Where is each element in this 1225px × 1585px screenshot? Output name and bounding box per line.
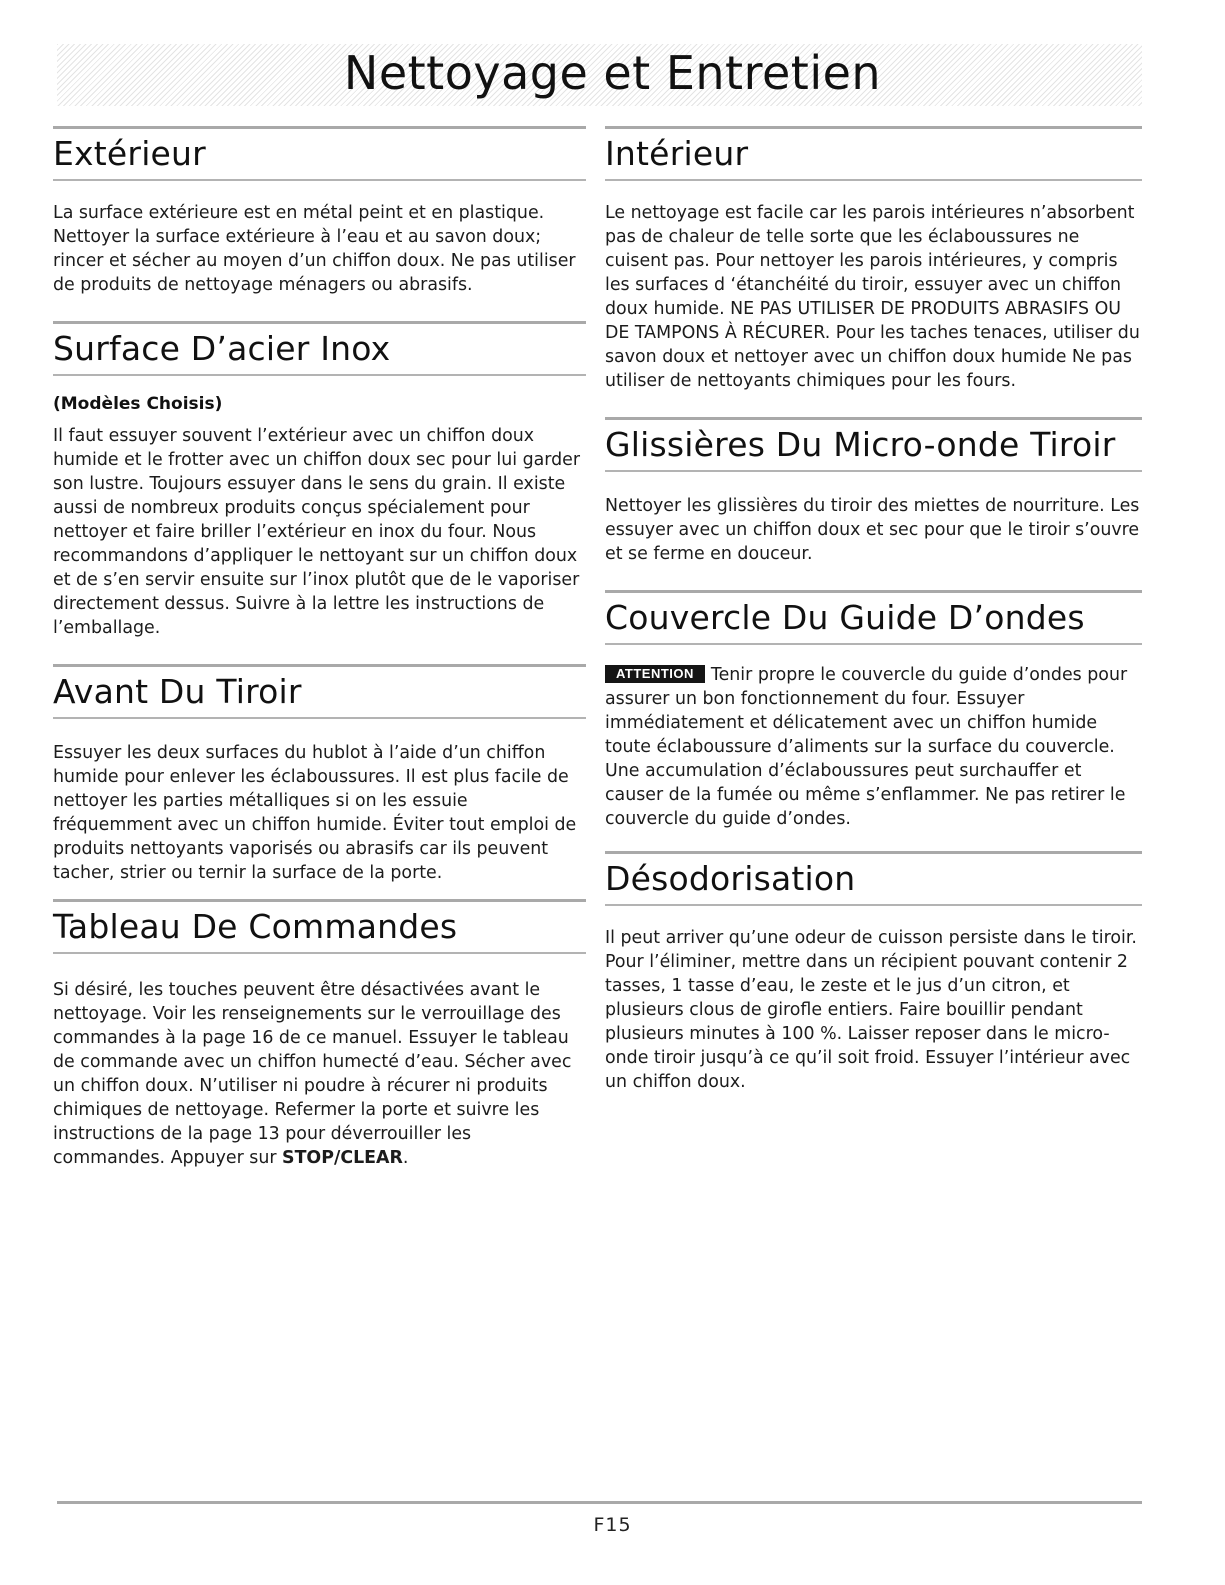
section-body <box>605 663 1142 831</box>
section-header <box>605 590 1142 645</box>
body-text-end: . <box>402 1148 409 1168</box>
page-title: Nettoyage et Entretien <box>343 46 882 100</box>
section-surface-inox <box>53 321 586 640</box>
section-header <box>605 126 1142 181</box>
section-heading: Extérieur <box>53 134 206 173</box>
section-body: Il peut arriver qu’une odeur de cuisson persiste dans le tiroir. Pour l’éliminer, mettre dans un récipient pouvant contenir 2 tasses, 1 tasse d’eau, le zeste et le jus d’un citron, et plusieurs clous de girofle entiers. Faire bouillir pendant plusieurs minutes à 100 %. Laisser reposer dans le micro-onde tiroir jusqu’à ce qu’il soit froid. Essuyer l’intérieur avec un chiffon doux. <box>605 928 1137 1092</box>
section-body: Le nettoyage est facile car les parois intérieures n’absorbent pas de chaleur de telle sorte que les éclaboussures ne cuisent pas. Pour nettoyer les parois intérieures, y compris les surfaces d ‘étanchéité du tiroir, essuyer avec un chiffon doux humide. NE PAS UTILISER DE PRODUITS ABRASIFS OU DE TAMPONS À RÉCURER. Pour les taches tenaces, utiliser du savon doux et nettoyer avec un chiffon doux humide Ne pas utiliser de nettoyants chimiques pour les fours. <box>605 203 1140 391</box>
section-avant-tiroir <box>53 664 586 885</box>
section-header <box>605 851 1142 906</box>
section-heading: Glissières Du Micro-onde Tiroir <box>605 425 1116 464</box>
section-heading: Avant Du Tiroir <box>53 672 302 711</box>
section-desodorisation <box>605 851 1142 1094</box>
stop-clear-key-label: STOP/CLEAR <box>282 1148 403 1168</box>
section-header <box>53 321 586 376</box>
attention-badge: ATTENTION <box>605 665 705 683</box>
right-column <box>605 126 1142 1094</box>
section-heading: Surface D’acier Inox <box>53 329 391 368</box>
section-body: Il faut essuyer souvent l’extérieur avec un chiffon doux humide et le frotter avec un chiffon doux sec pour lui garder son lustre. Toujours essuyer dans le sens du grain. Il existe aussi de nombreux produits conçus spécialement pour nettoyer et faire briller l’extérieur en inox du four. Nous recommandons d’appliquer le nettoyant sur un chiffon doux et de s’en servir ensuite sur l’inox plutôt que de le vaporiser directement dessus. Suivre à la lettre les instructions de l’emballage. <box>53 426 581 638</box>
footer-divider <box>57 1501 1142 1504</box>
section-body: Nettoyer les glissières du tiroir des miettes de nourriture. Les essuyer avec un chiffon doux et sec pour que le tiroir s’ouvre et se ferme en douceur. <box>605 496 1140 564</box>
left-column <box>53 126 586 1170</box>
section-tableau-commandes <box>53 899 586 1170</box>
body-text: Si désiré, les touches peuvent être désactivées avant le nettoyage. Voir les renseignements sur le verrouillage des commandes à la page 16 de ce manuel. Essuyer le tableau de commande avec un chiffon humecté d’eau. Sécher avec un chiffon doux. N’utiliser ni poudre à récurer ni produits chimiques de nettoyage. Refermer la porte et suivre les instructions de la page 13 pour déverrouiller les commandes. Appuyer sur <box>53 980 572 1168</box>
section-body: Essuyer les deux surfaces du hublot à l’aide d’un chiffon humide pour enlever les éclaboussures. Il est plus facile de nettoyer les parties métalliques si on les essuie fréquemment avec un chiffon humide. Éviter tout emploi de produits nettoyants vaporisés ou abrasifs car ils peuvent tacher, strier ou ternir la surface de la porte. <box>53 743 577 883</box>
section-heading: Désodorisation <box>605 859 856 898</box>
section-heading: Intérieur <box>605 134 749 173</box>
section-glissieres <box>605 417 1142 566</box>
section-header <box>53 664 586 719</box>
section-body: La surface extérieure est en métal peint et en plastique. Nettoyer la surface extérieure à l’eau et au savon doux; rincer et sécher au moyen d’un chiffon doux. Ne pas utiliser de produits de nettoyage ménagers ou abrasifs. <box>53 203 576 295</box>
section-exterieur <box>53 126 586 297</box>
section-heading: Couvercle Du Guide D’ondes <box>605 598 1085 637</box>
section-subheading: (Modèles Choisis) <box>53 394 223 414</box>
body-text: Tenir propre le couvercle du guide d’ondes pour assurer un bon fonctionnement du four. Essuyer immédiatement et délicatement avec un chiffon humide toute éclaboussure d’aliments sur la surface du couvercle. Une accumulation d’éclaboussures peut surchauffer et causer de la fumée ou même s’enflammer. Ne pas retirer le couvercle du guide d’ondes. <box>605 665 1128 829</box>
section-body <box>53 978 586 1170</box>
section-interieur <box>605 126 1142 393</box>
page-number: F15 <box>593 1514 632 1536</box>
section-couvercle <box>605 590 1142 831</box>
section-header <box>53 899 586 954</box>
section-heading: Tableau De Commandes <box>53 907 458 946</box>
section-header <box>605 417 1142 472</box>
section-header <box>53 126 586 181</box>
